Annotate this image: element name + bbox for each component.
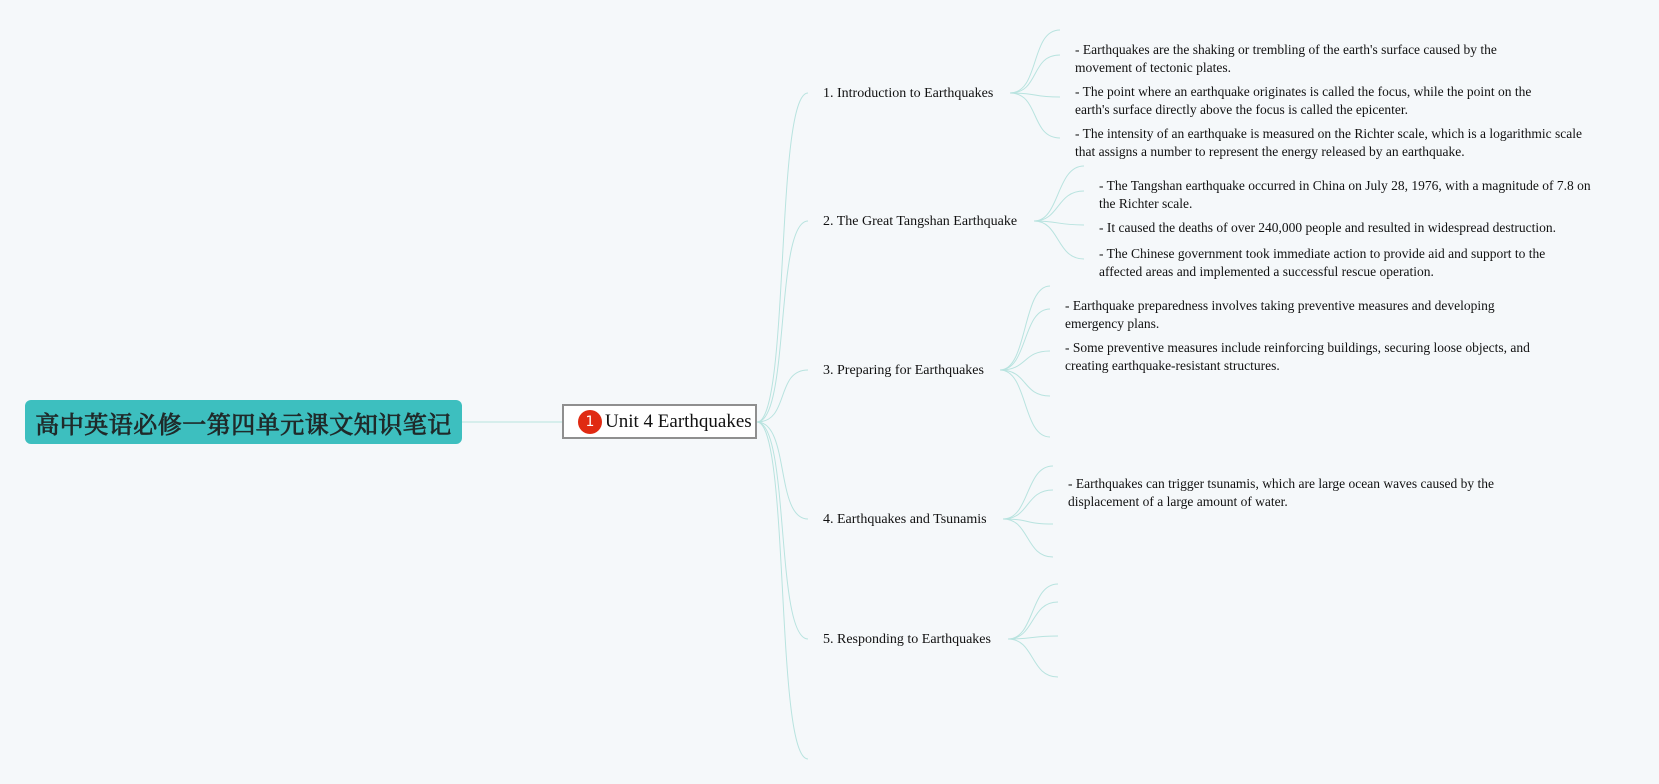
link-t3-n5 [1000, 370, 1050, 437]
topic-2[interactable]: 2. The Great Tangshan Earthquake [823, 214, 1018, 229]
note-3-2[interactable]: - Some preventive measures include reinforcing buildings, securing loose objects, and creating earthquake-resistant structures. [1065, 340, 1530, 373]
link-unit-topic-4 [757, 422, 808, 519]
topic-5[interactable]: 5. Responding to Earthquakes [823, 632, 991, 647]
note-4-1[interactable]: - Earthquakes can trigger tsunamis, which are large ocean waves caused by the displacement of a large amount of water. [1068, 476, 1494, 509]
note-2-3[interactable]: - The Chinese government took immediate action to provide aid and support to the affected areas and implemented a successful rescue operation. [1099, 246, 1546, 279]
note-2-1[interactable]: - The Tangshan earthquake occurred in China on July 28, 1976, with a magnitude of 7.8 on the Richter scale. [1099, 178, 1591, 211]
link-t4-n4 [1003, 519, 1053, 557]
note-1-2[interactable]: - The point where an earthquake originates is called the focus, while the point on the earth's surface directly above the focus is called the epicenter. [1075, 84, 1532, 117]
note-3-1[interactable]: - Earthquake preparedness involves taking preventive measures and developing emergency plans. [1065, 298, 1495, 331]
link-t1-n1 [1010, 30, 1060, 93]
note-2-2[interactable]: - It caused the deaths of over 240,000 people and resulted in widespread destruction. [1099, 220, 1556, 235]
link-unit-topic-1 [757, 93, 808, 422]
topic-3[interactable]: 3. Preparing for Earthquakes [823, 363, 984, 378]
link-t1-n3 [1010, 93, 1060, 97]
topic-1[interactable]: 1. Introduction to Earthquakes [823, 86, 994, 101]
link-t5-n1 [1008, 584, 1058, 639]
link-unit-topic-5 [757, 422, 808, 639]
unit-topic[interactable] [562, 404, 757, 439]
link-t3-n4 [1000, 370, 1050, 396]
root-topic-label: 高中英语必修一第四单元课文知识笔记 [35, 410, 452, 439]
note-1-1[interactable]: - Earthquakes are the shaking or trembling of the earth's surface caused by the movement of tectonic plates. [1075, 42, 1497, 75]
link-t1-n4 [1010, 93, 1060, 138]
link-t5-n2 [1008, 602, 1058, 639]
link-t2-n4 [1034, 221, 1084, 259]
topic-4[interactable]: 4. Earthquakes and Tsunamis [823, 512, 987, 527]
link-t2-n3 [1034, 221, 1084, 225]
link-t5-n4 [1008, 639, 1058, 677]
root-topic[interactable] [25, 400, 462, 444]
unit-topic-label: Unit 4 Earthquakes [605, 410, 752, 432]
priority-badge-icon: 1 [578, 410, 602, 434]
link-t2-n2 [1034, 191, 1084, 221]
note-1-3[interactable]: - The intensity of an earthquake is measured on the Richter scale, which is a logarithmic scale that assigns a number to represent the energy released by an earthquake. [1075, 126, 1582, 159]
link-t3-n1 [1000, 286, 1050, 370]
link-t2-n1 [1034, 166, 1084, 221]
link-t4-n1 [1003, 466, 1053, 519]
link-t4-n2 [1003, 490, 1053, 519]
